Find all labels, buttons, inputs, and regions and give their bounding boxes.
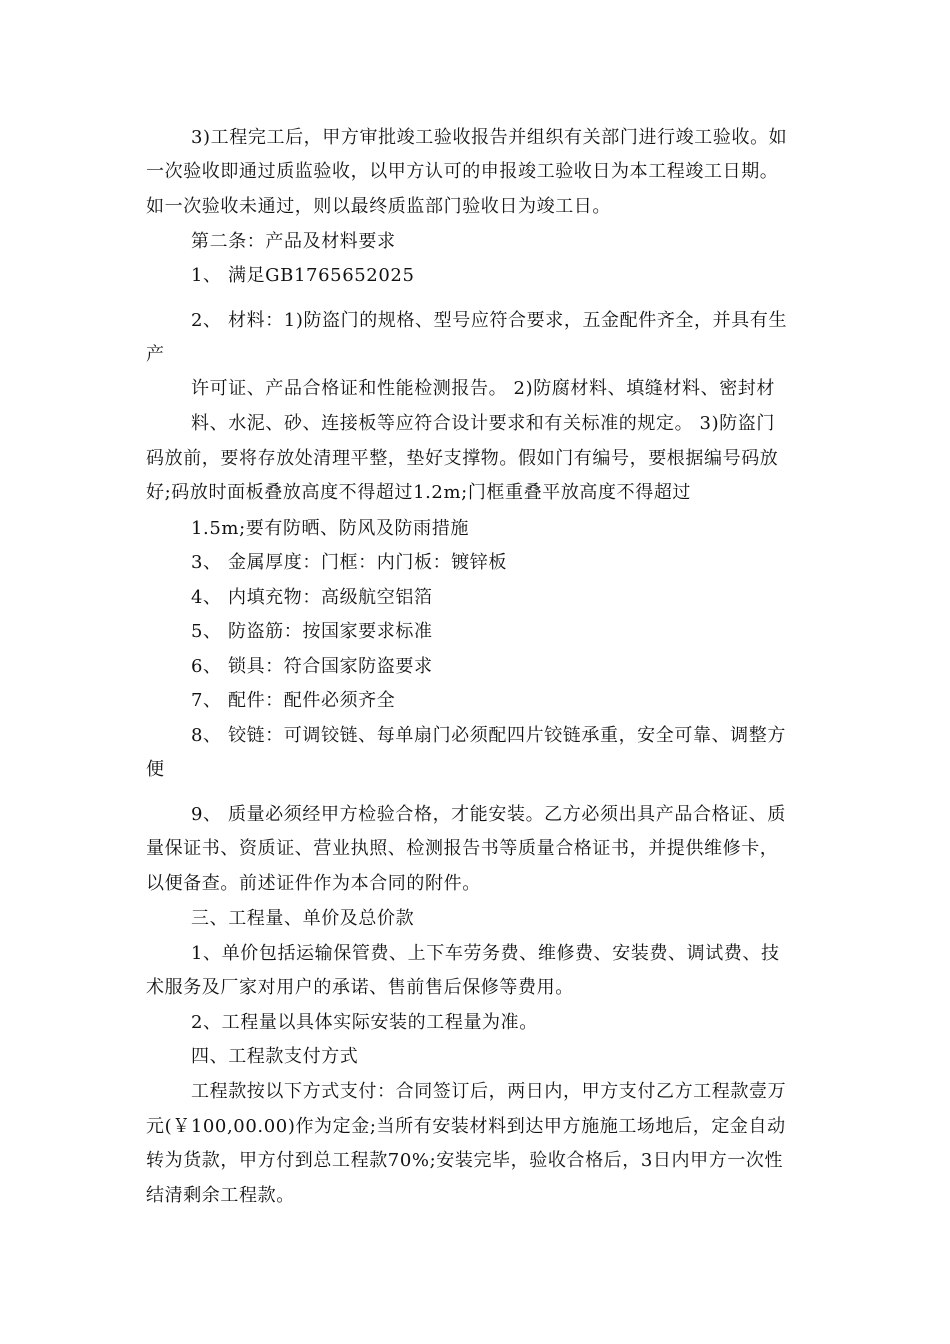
- paragraph-payment-cont: 结清剩余工程款。: [146, 1185, 295, 1206]
- list-item-materials-cont: 1.5m;要有防晒、防风及防雨措施: [191, 518, 469, 539]
- section-heading-quantity-price: 三、工程量、单价及总价款: [191, 908, 415, 929]
- paragraph-payment-cont: 元(￥100,00.00)作为定金;当所有安装材料到达甲方施施工场地后，定金自动: [146, 1116, 786, 1137]
- list-item-accessories: 7、 配件：配件必须齐全: [191, 690, 396, 711]
- paragraph-quantity: 2、工程量以具体实际安装的工程量为准。: [191, 1012, 538, 1033]
- list-item-anti-theft-bar: 5、 防盗筋：按国家要求标准: [191, 621, 433, 642]
- list-item-filling: 4、 内填充物：高级航空铝箔: [191, 587, 433, 608]
- list-item-materials-cont: 产: [146, 344, 165, 365]
- list-item-metal-thickness: 3、 金属厚度：门框：内门板：镀锌板: [191, 552, 507, 573]
- paragraph-completion-acceptance: 3)工程完工后，甲方审批竣工验收报告并组织有关部门进行竣工验收。如: [191, 127, 788, 148]
- paragraph-payment: 工程款按以下方式支付：合同签订后，两日内，甲方支付乙方工程款壹万: [191, 1081, 787, 1102]
- paragraph-completion-acceptance-cont: 如一次验收未通过，则以最终质监部门验收日为竣工日。: [146, 196, 611, 217]
- list-item-standard: 1、 满足GB1765652025: [191, 265, 415, 286]
- section-heading-payment: 四、工程款支付方式: [191, 1046, 359, 1067]
- list-item-materials: 2、 材料：1)防盗门的规格、型号应符合要求，五金配件齐全，并具有生: [191, 310, 788, 331]
- list-item-hinge: 8、 铰链：可调铰链、每单扇门必须配四片铰链承重，安全可靠、调整方: [191, 725, 786, 746]
- list-item-hinge-cont: 便: [146, 759, 165, 780]
- paragraph-payment-cont: 转为货款，甲方付到总工程款70%;安装完毕，验收合格后，3日内甲方一次性: [146, 1150, 784, 1171]
- list-item-materials-cont: 码放前，要将存放处清理平整，垫好支撑物。假如门有编号，要根据编号码放: [146, 448, 779, 469]
- list-item-lock: 6、 锁具：符合国家防盗要求: [191, 656, 433, 677]
- list-item-quality-cont: 以便备查。前述证件作为本合同的附件。: [146, 873, 481, 894]
- paragraph-unit-price: 1、单价包括运输保管费、上下车劳务费、维修费、安装费、调试费、技: [191, 943, 780, 964]
- paragraph-unit-price-cont: 术服务及厂家对用户的承诺、售前售后保修等费用。: [146, 977, 574, 998]
- list-item-quality-cont: 量保证书、资质证、营业执照、检测报告书等质量合格证书，并提供维修卡，: [146, 838, 779, 859]
- list-item-materials-cont: 许可证、产品合格证和性能检测报告。 2)防腐材料、填缝材料、密封材: [191, 378, 775, 399]
- list-item-quality: 9、 质量必须经甲方检验合格，才能安装。乙方必须出具产品合格证、质: [191, 804, 786, 825]
- list-item-materials-cont: 好;码放时面板叠放高度不得超过1.2m;门框重叠平放高度不得超过: [146, 482, 692, 503]
- section-heading-article-2: 第二条：产品及材料要求: [191, 231, 396, 252]
- list-item-materials-cont: 料、水泥、砂、连接板等应符合设计要求和有关标准的规定。 3)防盗门: [191, 413, 775, 434]
- paragraph-completion-acceptance-cont: 一次验收即通过质监验收，以甲方认可的申报竣工验收日为本工程竣工日期。: [146, 161, 779, 182]
